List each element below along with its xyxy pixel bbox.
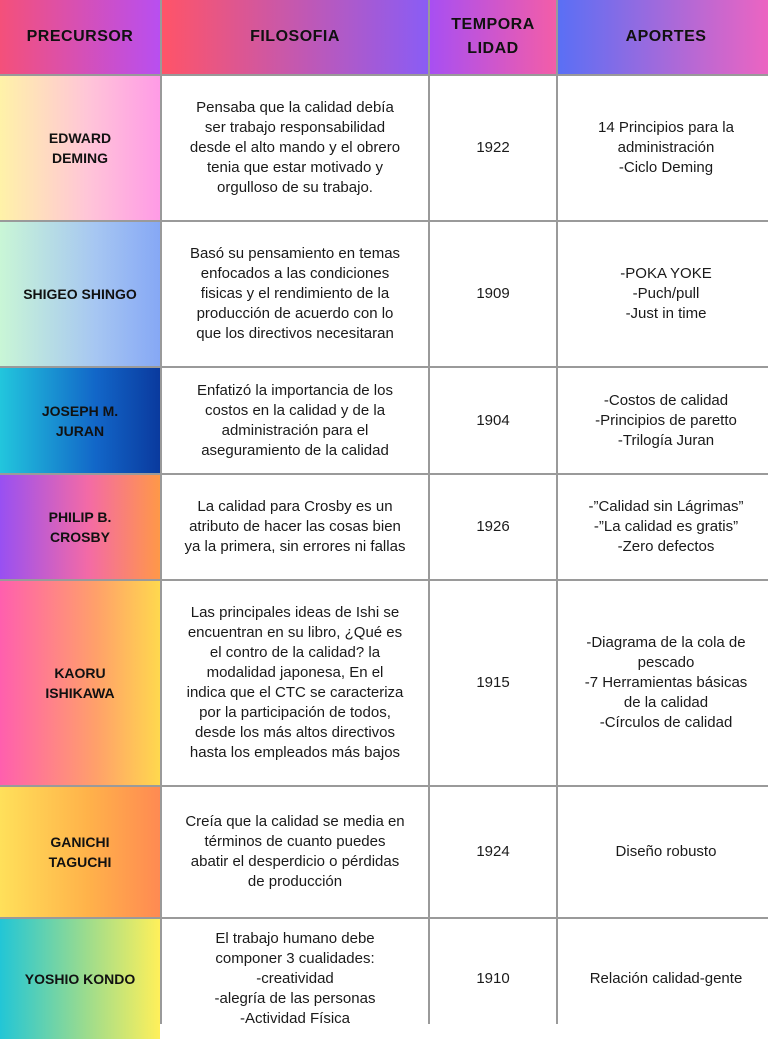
aportes-text: -Costos de calidad -Principios de paretto -Trilogía Juran [558,368,768,473]
filosofia-text: Enfatizó la importancia de los costos en la calidad y de la administración para el aseguramiento de la calidad [162,368,428,473]
precursor-name: GANICHI TAGUCHI [0,787,160,917]
filosofia-text: Basó su pensamiento en temas enfocados a las condiciones fisicas y el rendimiento de la producción de acuerdo con lo que los directivos necesitaran [162,222,428,366]
precursor-name: JOSEPH M. JURAN [0,368,160,473]
year-text: 1904 [430,368,556,473]
aportes-text: -POKA YOKE -Puch/pull -Just in time [558,222,768,366]
filosofia-text: Pensaba que la calidad debía ser trabajo responsabilidad desde el alto mando y el obrero tenia que estar motivado y orgulloso de su trabajo. [162,76,428,220]
aportes-text: Diseño robusto [558,787,768,917]
year-text: 1910 [430,919,556,1039]
aportes-text: Relación calidad-gente [558,919,768,1039]
aportes-text: 14 Principios para la administración -Ciclo Deming [558,76,768,220]
filosofia-text: Creía que la calidad se media en términos de cuanto puedes abatir el desperdicio o pérdidas de producción [162,787,428,917]
header-filosofia: FILOSOFIA [162,0,428,74]
header-aportes: APORTES [558,0,768,74]
precursor-name: SHIGEO SHINGO [0,222,160,366]
year-text: 1915 [430,581,556,785]
aportes-text: -Diagrama de la cola de pescado -7 Herramientas básicas de la calidad -Círculos de calidad [558,581,768,785]
aportes-text: -”Calidad sin Lágrimas” -”La calidad es gratis” -Zero defectos [558,475,768,579]
precursor-name: PHILIP B. CROSBY [0,475,160,579]
header-precursor: PRECURSOR [0,0,160,74]
year-text: 1926 [430,475,556,579]
precursor-name: KAORU ISHIKAWA [0,581,160,785]
precursor-name: EDWARD DEMING [0,76,160,220]
filosofia-text: Las principales ideas de Ishi se encuentran en su libro, ¿Qué es el contro de la calidad? la modalidad japonesa, En el indica que el CTC se caracteriza por la participación de todos, desde los más altos directivos hasta los empleados más bajos [162,581,428,785]
precursor-name: YOSHIO KONDO [0,919,160,1039]
year-text: 1909 [430,222,556,366]
filosofia-text: El trabajo humano debe componer 3 cualidades: -creatividad -alegría de las personas -Actividad Física [162,919,428,1039]
year-text: 1924 [430,787,556,917]
year-text: 1922 [430,76,556,220]
header-temporalidad: TEMPORA LIDAD [430,0,556,74]
filosofia-text: La calidad para Crosby es un atributo de hacer las cosas bien ya la primera, sin errores ni fallas [162,475,428,579]
